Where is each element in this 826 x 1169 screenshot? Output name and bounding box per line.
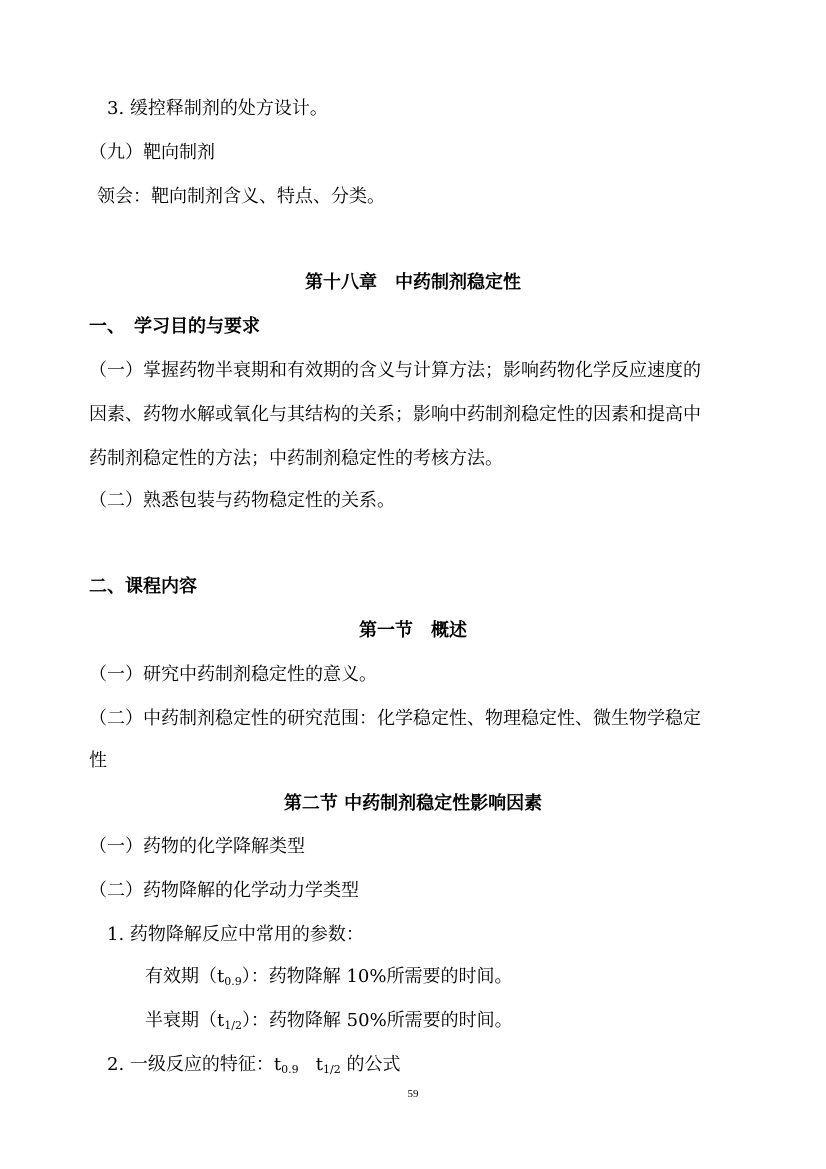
- section-1-line-1: （一）研究中药制剂稳定性的意义。: [89, 664, 377, 685]
- line-3: 领会：靶向制剂含义、特点、分类。: [97, 186, 385, 207]
- first-order-line: [107, 1053, 400, 1077]
- section-2-line-3: 1. 药物降解反应中常用的参数：: [107, 924, 364, 945]
- paragraph-line-2: 因素、药物水解或氧化与其结构的关系；影响中药制剂稳定性的因素和提高中: [89, 404, 701, 425]
- line-1: 3. 缓控释制剂的处方设计。: [107, 98, 328, 119]
- first-order-mid: t: [298, 1054, 324, 1075]
- line-2: （九）靶向制剂: [89, 142, 215, 163]
- first-order-suffix: 的公式: [340, 1054, 401, 1075]
- section-1-line-2: （二）中药制剂稳定性的研究范围：化学稳定性、物理稳定性、微生物学稳定: [89, 708, 701, 729]
- paragraph-line-4: （二）熟悉包装与药物稳定性的关系。: [89, 490, 395, 511]
- chapter-title: 第十八章 中药制剂稳定性: [305, 272, 521, 293]
- section-1-line-3: 性: [89, 750, 107, 771]
- section-2-line-2: （二）药物降解的化学动力学类型: [89, 880, 359, 901]
- section-1-title: 第一节 概述: [359, 620, 467, 641]
- shelf-life-subscript: 0.9: [224, 975, 242, 988]
- first-order-prefix: 2. 一级反应的特征：t: [107, 1054, 282, 1075]
- section-2-line-1: （一）药物的化学降解类型: [89, 836, 305, 857]
- section-heading-2: 二、课程内容: [89, 576, 197, 597]
- shelf-life-label: 有效期（t: [145, 966, 225, 987]
- half-life-subscript: 1/2: [224, 1019, 242, 1032]
- paragraph-line-3: 药制剂稳定性的方法；中药制剂稳定性的考核方法。: [89, 448, 503, 469]
- shelf-life-line: [145, 965, 512, 989]
- section-heading-1: 一、 学习目的与要求: [89, 316, 260, 337]
- section-2-title: 第二节 中药制剂稳定性影响因素: [283, 793, 543, 814]
- shelf-life-text: ）：药物降解 10%所需要的时间。: [241, 966, 513, 987]
- first-order-sub-1: 0.9: [281, 1063, 299, 1076]
- paragraph-line-1: （一）掌握药物半衰期和有效期的含义与计算方法；影响药物化学反应速度的: [89, 360, 701, 381]
- page-number: 59: [407, 1088, 419, 1100]
- first-order-sub-2: 1/2: [323, 1063, 341, 1076]
- half-life-label: 半衰期（t: [145, 1010, 225, 1031]
- half-life-text: ）：药物降解 50%所需要的时间。: [241, 1010, 513, 1031]
- half-life-line: [145, 1009, 513, 1033]
